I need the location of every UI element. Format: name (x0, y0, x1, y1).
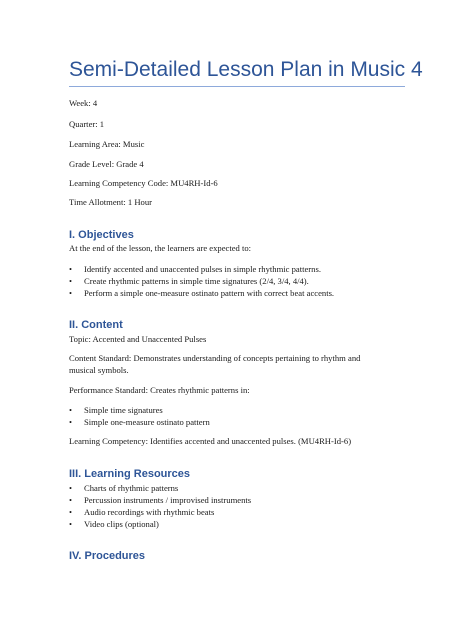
bullet-icon: • (69, 276, 73, 286)
time-allotment-line: Time Allotment: 1 Hour (69, 197, 152, 207)
content-heading: II. Content (69, 319, 123, 331)
performance-standard-line: Performance Standard: Creates rhythmic patterns in: (69, 385, 250, 395)
bullet-icon: • (69, 483, 73, 493)
objective-text: Perform a simple one-measure ostinato pattern with correct beat accents. (84, 288, 335, 298)
content-standard-line: Content Standard: Demonstrates understanding of concepts pertaining to rhythm and (69, 353, 361, 363)
bullet-icon: • (69, 495, 73, 505)
objectives-intro: At the end of the lesson, the learners are expected to: (69, 243, 252, 253)
content-standard-line-2: musical symbols. (69, 365, 129, 375)
resource-text: Audio recordings with rhythmic beats (84, 507, 215, 517)
performance-text: Simple time signatures (84, 405, 163, 415)
week-line: Week: 4 (69, 98, 98, 108)
learning-area-line: Learning Area: Music (69, 139, 145, 149)
quarter-line: Quarter: 1 (69, 119, 105, 129)
bullet-icon: • (69, 288, 73, 298)
procedures-heading: IV. Procedures (69, 550, 146, 562)
resource-text: Charts of rhythmic patterns (84, 483, 179, 493)
document-title: Semi-Detailed Lesson Plan in Music 4 (69, 58, 423, 81)
title-underline (69, 86, 405, 87)
bullet-icon: • (69, 405, 73, 415)
performance-text: Simple one-measure ostinato pattern (84, 417, 210, 427)
bullet-icon: • (69, 417, 73, 427)
resource-text: Video clips (optional) (84, 519, 159, 529)
resources-heading: III. Learning Resources (69, 468, 191, 480)
bullet-icon: • (69, 264, 73, 274)
competency-code-line: Learning Competency Code: MU4RH-Id-6 (69, 178, 218, 188)
topic-line: Topic: Accented and Unaccented Pulses (69, 334, 207, 344)
objectives-heading: I. Objectives (69, 229, 134, 241)
objective-text: Create rhythmic patterns in simple time signatures (2/4, 3/4, 4/4). (84, 276, 309, 286)
bullet-icon: • (69, 519, 73, 529)
bullet-icon: • (69, 507, 73, 517)
learning-competency-line: Learning Competency: Identifies accented and unaccented pulses. (MU4RH-Id-6) (69, 436, 352, 446)
objective-text: Identify accented and unaccented pulses in simple rhythmic patterns. (84, 264, 321, 274)
grade-level-line: Grade Level: Grade 4 (69, 159, 144, 169)
resource-text: Percussion instruments / improvised instruments (84, 495, 252, 505)
